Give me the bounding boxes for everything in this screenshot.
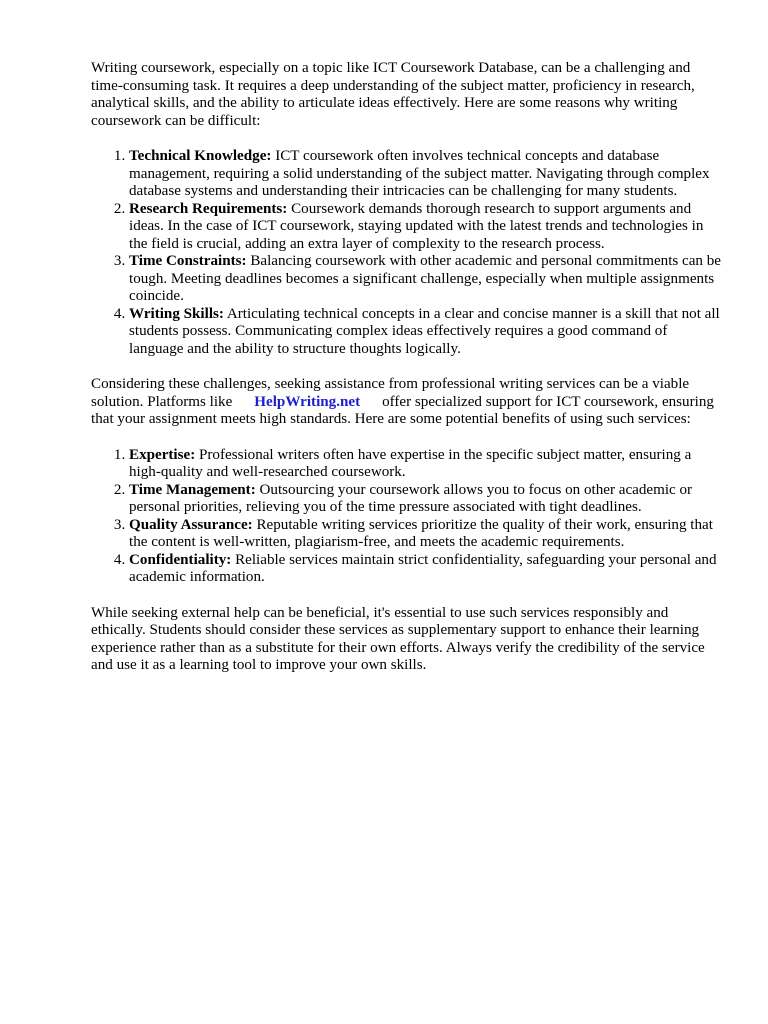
benefits-list — [91, 447, 721, 587]
list-item-text: ICT coursework often involves technical concepts and database management, requiring a solid understanding of the subject matter. Navigating through complex database systems and understanding their intricacies can be challenging for many students. — [129, 148, 710, 199]
list-item-term: Time Management: — [129, 481, 256, 498]
list-item-term: Time Constraints: — [129, 253, 247, 269]
list-item-text: Outsourcing your coursework allows you to focus on other academic or personal priorities, relieving you of the time pressure associated with tight deadlines. — [129, 481, 693, 515]
list-item-text: Reputable writing services prioritize the quality of their work, ensuring that the content is well-written, plagiarism-free, and meets the academic requirements. — [129, 516, 713, 550]
list-item-term: Research Requirements: — [129, 200, 288, 217]
services-text-before: Considering these challenges, seeking assistance from professional writing services can be a viable solution. Platforms like — [91, 376, 690, 410]
list-item-text: Balancing coursework with other academic and personal commitments can be tough. Meeting deadlines becomes a significant challenge, especially when multiple assignments coincide. — [129, 253, 721, 304]
list-item-term: Technical Knowledge: — [129, 148, 272, 164]
list-item — [129, 482, 721, 517]
list-item-text: Reliable services maintain strict confidentiality, safeguarding your personal and academic information. — [129, 551, 717, 585]
list-item-text: Coursework demands thorough research to support arguments and ideas. In the case of ICT coursework, staying updated with the latest trends and technologies in the field is crucial, adding an extra layer of complexity to the research process. — [129, 200, 704, 252]
intro-paragraph: Writing coursework, especially on a topic like ICT Coursework Database, can be a challenging and time-consuming task. It requires a deep understanding of the subject matter, proficiency in research, analytical skills, and the ability to articulate ideas effectively. Here are some reasons why writing coursework can be difficult: — [91, 60, 695, 129]
list-item-text: Professional writers often have expertise in the specific subject matter, ensuring a high-quality and well-researched coursework. — [129, 446, 692, 480]
list-item — [129, 517, 721, 552]
services-text-after: offer specialized support for ICT coursework, ensuring that your assignment meets high standards. Here are some potential benefits of using such services: — [91, 393, 714, 427]
list-item-text: Articulating technical concepts in a clear and concise manner is a skill that not all students possess. Communicating complex ideas effectively requires a good command of language and the ability to structure thoughts logically. — [129, 305, 720, 357]
document-page — [91, 60, 721, 693]
list-item — [129, 148, 721, 201]
closing-paragraph: While seeking external help can be beneficial, it's essential to use such services responsibly and ethically. Students should consider these services as supplementary support to enhance their learning experience rather than as a substitute for their own efforts. Always verify the credibility of the service and use it as a learning tool to improve your own skills. — [91, 604, 705, 673]
list-item-term: Expertise: — [129, 446, 196, 463]
list-item — [129, 306, 721, 359]
list-item — [129, 447, 721, 482]
helpwriting-link[interactable]: HelpWriting.net — [254, 393, 361, 410]
list-item-term: Confidentiality: — [129, 551, 232, 568]
list-item-term: Writing Skills: — [129, 305, 224, 322]
list-item — [129, 201, 721, 254]
list-item — [129, 552, 721, 587]
services-paragraph — [91, 376, 721, 429]
list-item — [129, 253, 721, 306]
list-item-term: Quality Assurance: — [129, 516, 253, 533]
difficulties-list — [91, 148, 721, 358]
